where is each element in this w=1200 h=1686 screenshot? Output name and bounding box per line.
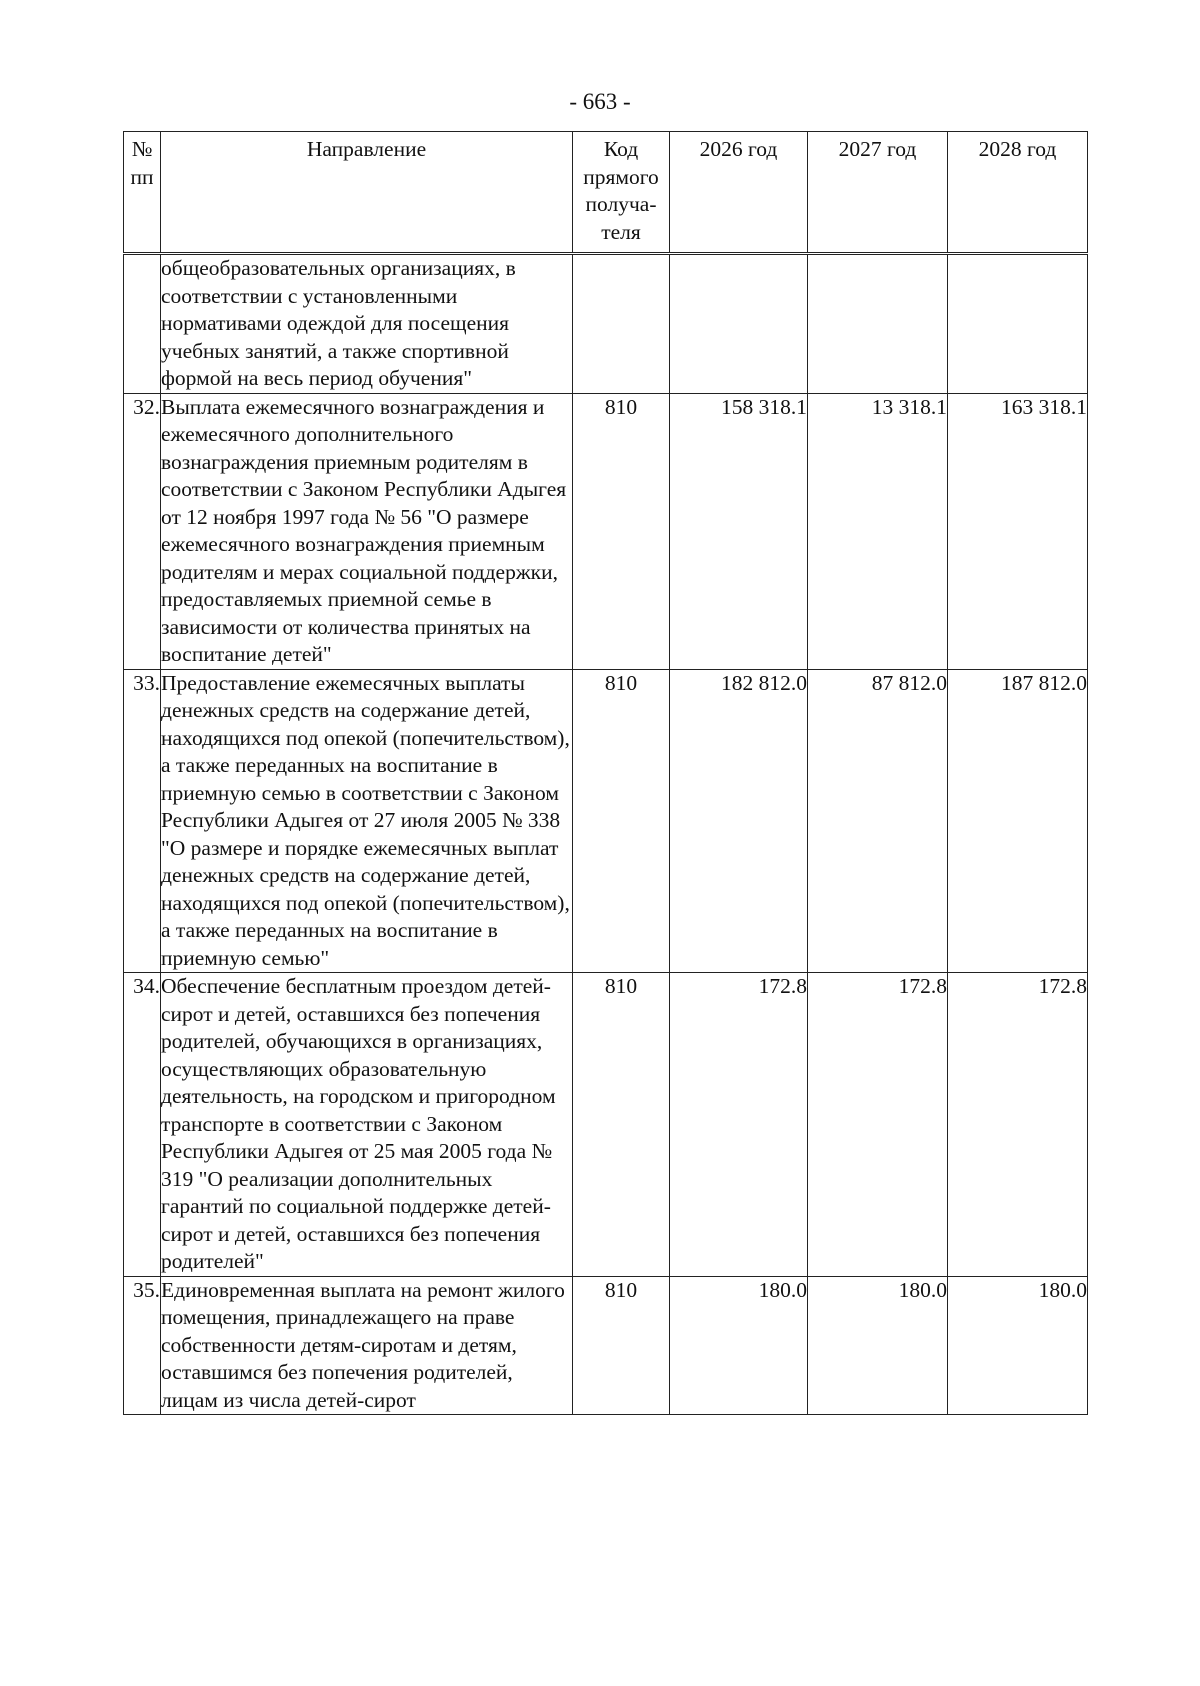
row-2026: 158 318.1 <box>670 393 808 669</box>
page-number: - 663 - <box>569 89 631 114</box>
header-2027: 2027 год <box>808 132 948 254</box>
row-2027: 172.8 <box>808 973 948 1277</box>
row-code: 810 <box>573 973 670 1277</box>
table-row <box>124 1276 1088 1415</box>
row-direction: Предоставление ежемесячных выплаты денежных средств на содержание детей, находящихся под опекой (попечительством), а также переданных на воспитание в приемную семью в соответствии с Законом Республики Адыгея от 27 июля 2005 № 338 "О размере и порядке ежемесячных выплат денежных средств на содержание детей, находящихся под опекой (попечительством), а также переданных на воспитание в приемную семью" <box>161 669 573 973</box>
row-code <box>573 254 670 394</box>
table-row <box>124 393 1088 669</box>
row-2026 <box>670 254 808 394</box>
header-direction: Направление <box>161 132 573 254</box>
row-2028: 180.0 <box>948 1276 1088 1415</box>
budget-table <box>123 131 1088 1415</box>
row-num: 33. <box>124 669 161 973</box>
row-num: 34. <box>124 973 161 1277</box>
row-2028: 187 812.0 <box>948 669 1088 973</box>
row-2027: 87 812.0 <box>808 669 948 973</box>
header-num: № пп <box>124 132 161 254</box>
table-row <box>124 254 1088 394</box>
row-direction: Единовременная выплата на ремонт жилого помещения, принадлежащего на праве собственности детям-сиротам и детям, оставшимся без попечения родителей, лицам из числа детей-сирот <box>161 1276 573 1415</box>
header-code: Код прямого получа-теля <box>573 132 670 254</box>
header-row <box>124 132 1088 254</box>
row-num: 32. <box>124 393 161 669</box>
row-code: 810 <box>573 669 670 973</box>
row-num <box>124 254 161 394</box>
table-row <box>124 669 1088 973</box>
row-2028 <box>948 254 1088 394</box>
header-2028: 2028 год <box>948 132 1088 254</box>
row-2026: 180.0 <box>670 1276 808 1415</box>
row-direction: Выплата ежемесячного вознаграждения и ежемесячного дополнительного вознаграждения приемным родителям в соответствии с Законом Республики Адыгея от 12 ноября 1997 года № 56 "О размере ежемесячного вознаграждения приемным родителям и мерах социальной поддержки, предоставляемых приемной семье в зависимости от количества принятых на воспитание детей" <box>161 393 573 669</box>
row-direction: общеобразовательных организациях, в соответствии с установленными нормативами одеждой для посещения учебных занятий, а также спортивной формой на весь период обучения" <box>161 254 573 394</box>
row-2026: 172.8 <box>670 973 808 1277</box>
header-2026: 2026 год <box>670 132 808 254</box>
table-row <box>124 973 1088 1277</box>
row-2028: 172.8 <box>948 973 1088 1277</box>
row-code: 810 <box>573 1276 670 1415</box>
row-2027: 180.0 <box>808 1276 948 1415</box>
row-code: 810 <box>573 393 670 669</box>
row-2026: 182 812.0 <box>670 669 808 973</box>
row-num: 35. <box>124 1276 161 1415</box>
row-direction: Обеспечение бесплатным проездом детей-сирот и детей, оставшихся без попечения родителей, обучающихся в организациях, осуществляющих образовательную деятельность, на городском и пригородном транспорте в соответствии с Законом Республики Адыгея от 25 мая 2005 года № 319 "О реализации дополнительных гарантий по социальной поддержке детей-сирот и детей, оставшихся без попечения родителей" <box>161 973 573 1277</box>
row-2027: 13 318.1 <box>808 393 948 669</box>
row-2027 <box>808 254 948 394</box>
row-2028: 163 318.1 <box>948 393 1088 669</box>
